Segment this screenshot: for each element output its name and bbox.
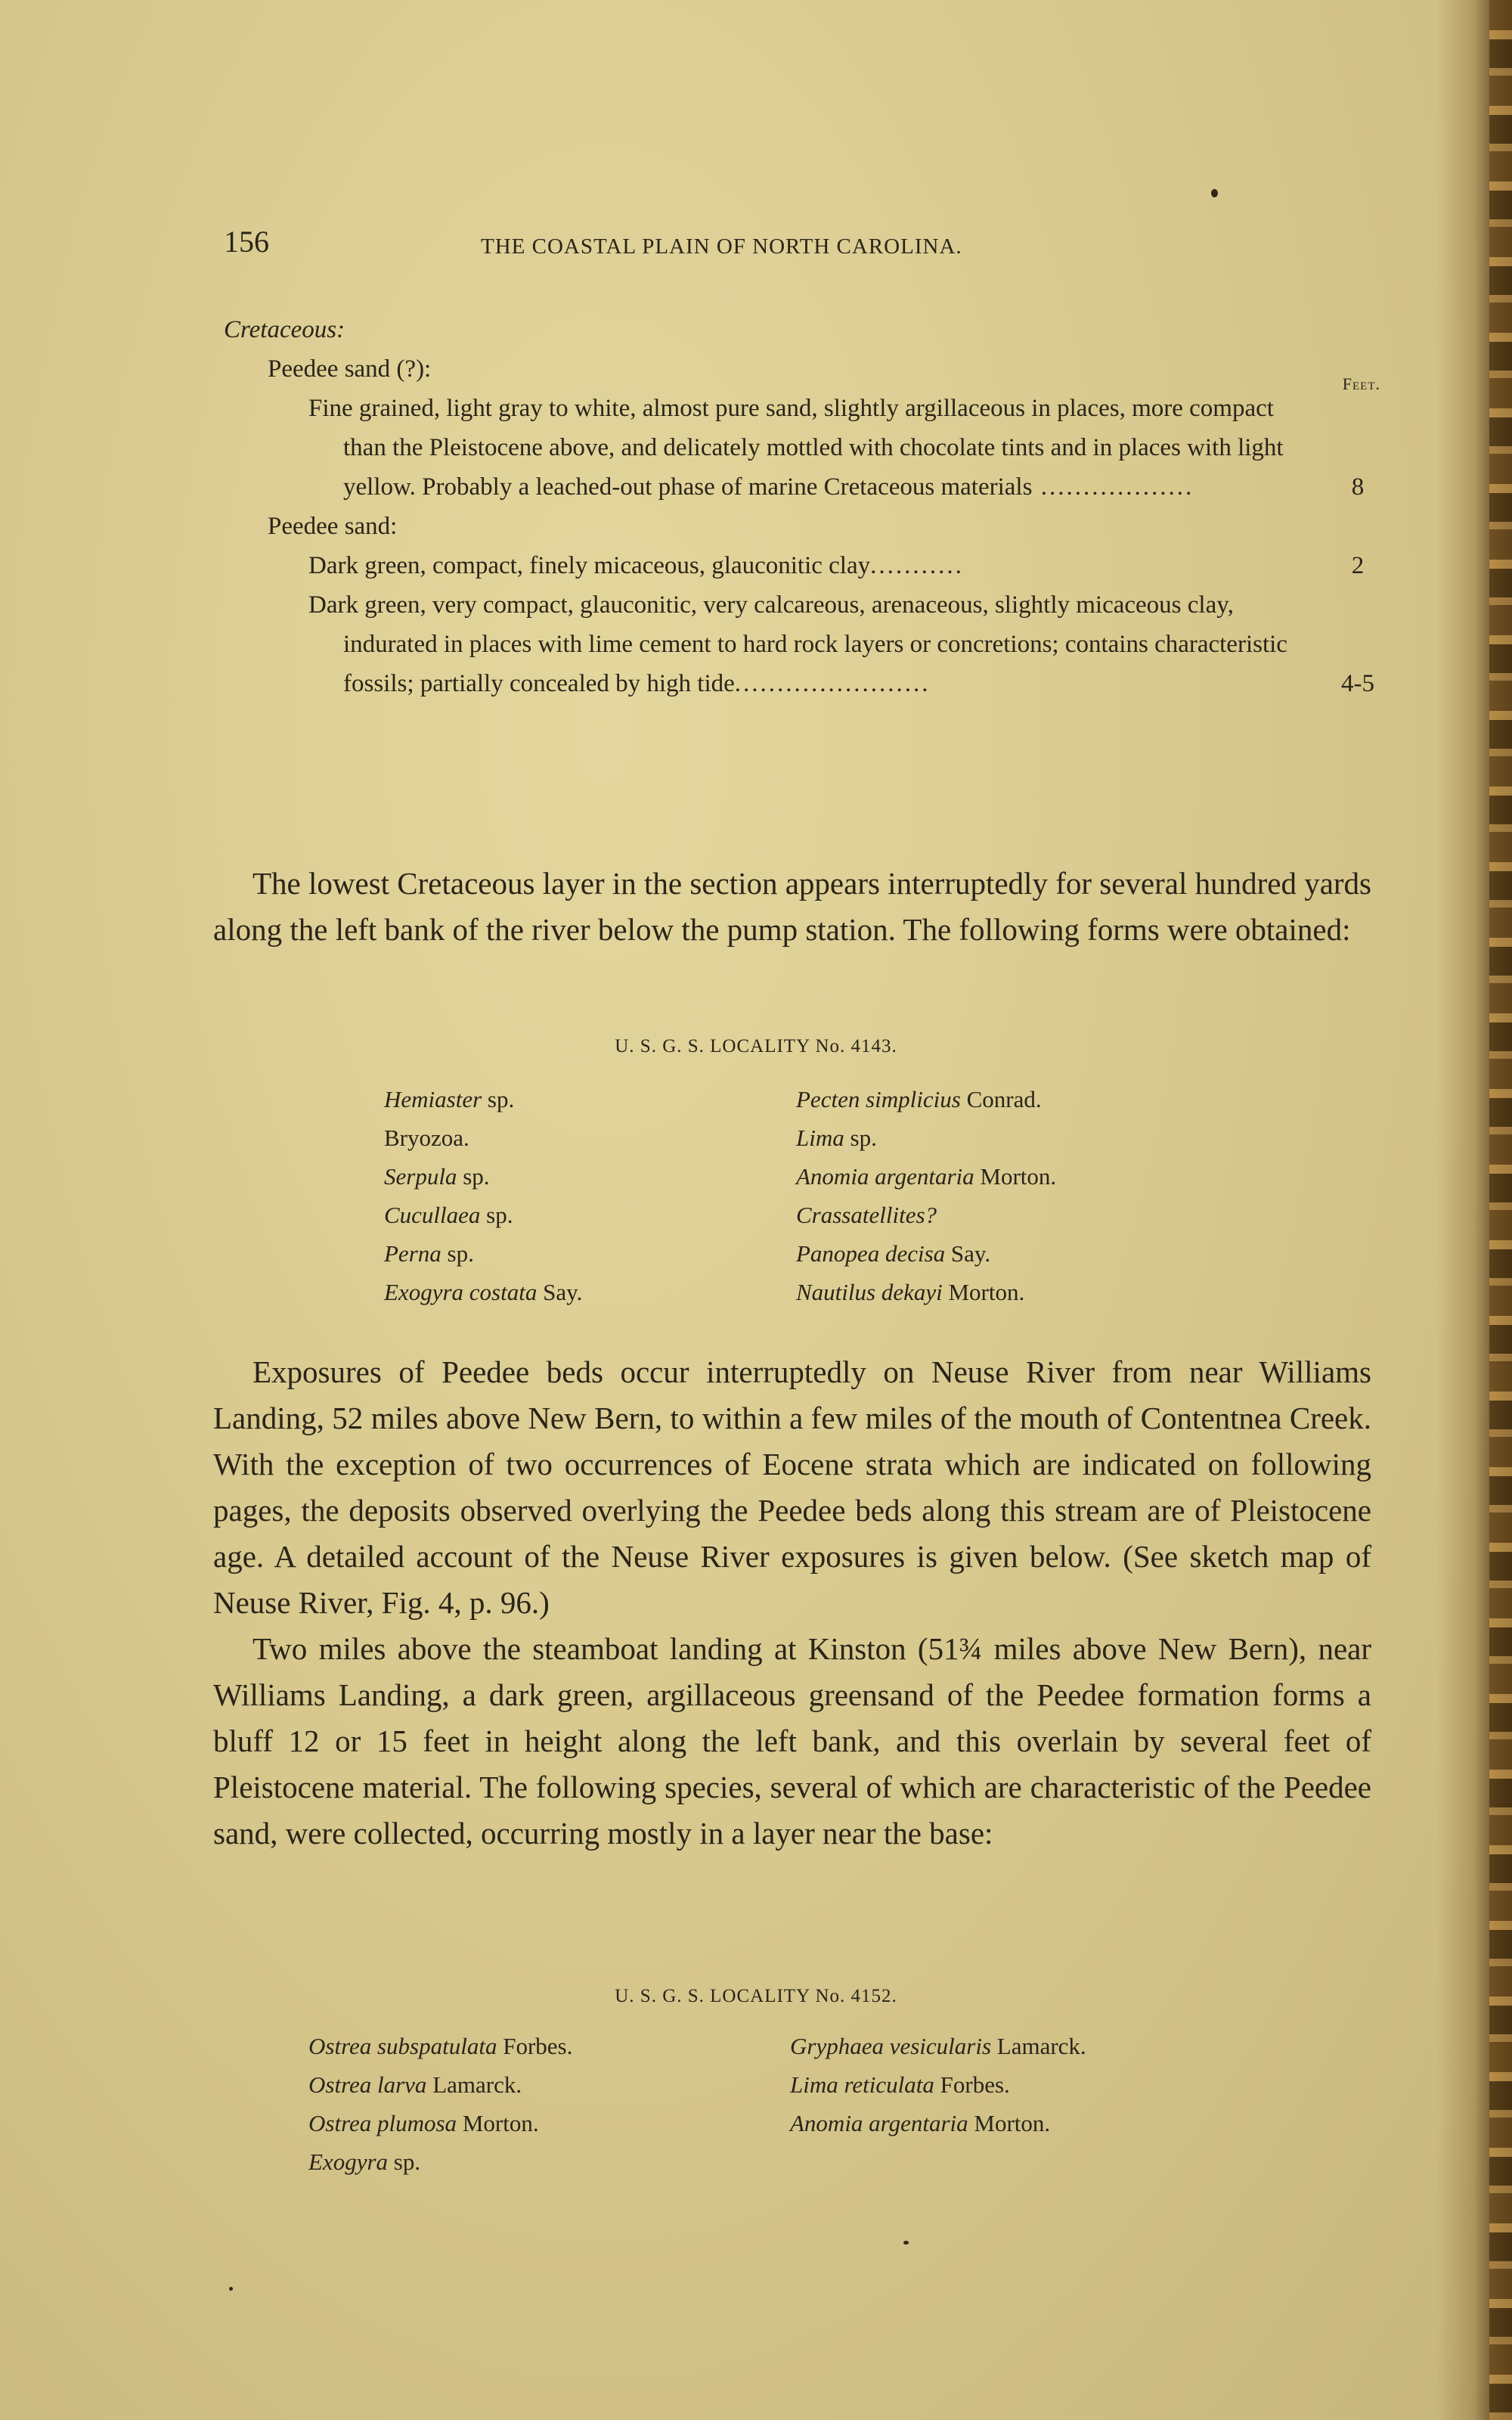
running-title: THE COASTAL PLAIN OF NORTH CAROLINA. xyxy=(481,234,962,259)
species-list-left xyxy=(308,2027,572,2181)
species-item xyxy=(384,1080,582,1118)
species-name: Exogyra xyxy=(308,2149,389,2175)
species-name: Anomia argentaria xyxy=(790,2110,968,2136)
page-number: 156 xyxy=(224,225,269,259)
species-item xyxy=(790,2104,1086,2142)
species-authority: Lamarck. xyxy=(991,2033,1086,2059)
species-list-left xyxy=(384,1080,582,1311)
dot-leader: ........... xyxy=(870,552,964,579)
species-name: Exogyra costata xyxy=(384,1279,538,1305)
species-authority: Forbes. xyxy=(934,2071,1010,2098)
species-name: Serpula xyxy=(384,1163,457,1190)
species-authority: sp. xyxy=(388,2149,421,2175)
species-item xyxy=(796,1196,1056,1234)
species-name: Pecten simplicius xyxy=(796,1086,961,1112)
paragraph-text: Two miles above the steamboat landing at Kinston (51¾ miles above New Bern), near Williams Landing, a dark green, argillaceous greensand of the Peedee formation forms a bluff 12 or 15 feet in height along the left bank, and this overlain by several feet of Pleistocene material. The following species, several of which are characteristic of the Peedee sand, were collected, occurring mostly in a layer near the base: xyxy=(213,1631,1371,1851)
species-name: Gryphaea vesicularis xyxy=(790,2033,992,2059)
section-layer xyxy=(224,546,1380,585)
species-item xyxy=(308,2027,572,2065)
paragraph-text: Exposures of Peedee beds occur interruptedly on Neuse River from near Williams Landing, 52 miles above New Bern, to within a few miles of the mouth of Contentnea Creek. With the exception of two occurrences of Eocene strata which are indicated on following pages, the deposits observed overlying the Peedee beds along this stream are of Pleistocene age. A detailed account of the Neuse River exposures is given below. (See sketch map of Neuse River, Fig. 4, p. 96.) xyxy=(213,1354,1371,1620)
layer-description: Fine grained, light gray to white, almost pure sand, slightly argillaceous in places, more compact than the Pleistocene above, and delicately mottled with chocolate tints and in places with light yellow. Probably a leached-out phase of marine Cretaceous materials xyxy=(308,395,1284,501)
species-name: Cucullaea xyxy=(384,1202,481,1228)
body-paragraph xyxy=(213,1349,1371,1857)
species-item xyxy=(308,2104,572,2142)
dot-leader: .................. xyxy=(1032,473,1194,501)
feet-column-heading: Feet. xyxy=(1342,374,1380,393)
stratigraphic-section xyxy=(224,310,1380,703)
locality-heading: U. S. G. S. LOCALITY No. 4143. xyxy=(615,1036,897,1056)
era-heading: Cretaceous: xyxy=(224,316,345,343)
species-item xyxy=(796,1234,1056,1273)
species-authority: sp. xyxy=(480,1202,513,1228)
species-list-right xyxy=(790,2027,1086,2142)
species-authority: Say. xyxy=(537,1279,583,1305)
dot-leader: ....................... xyxy=(734,670,931,697)
species-item xyxy=(384,1273,582,1311)
ink-speck xyxy=(1211,189,1218,197)
species-list-right xyxy=(796,1080,1056,1311)
species-item xyxy=(384,1234,582,1273)
species-authority: Say. xyxy=(945,1240,991,1267)
species-item xyxy=(384,1157,582,1196)
species-item xyxy=(790,2027,1086,2065)
species-authority: Bryozoa. xyxy=(384,1125,469,1151)
species-authority: sp. xyxy=(441,1240,474,1267)
layer-description: Dark green, compact, finely micaceous, glauconitic clay xyxy=(308,552,871,579)
species-name: Ostrea subspatulata xyxy=(308,2033,497,2059)
species-authority: Morton. xyxy=(457,2110,539,2136)
species-name: Perna xyxy=(384,1240,442,1267)
locality-heading: U. S. G. S. LOCALITY No. 4152. xyxy=(615,1986,897,2006)
unit-label: Peedee sand (?): xyxy=(268,355,432,383)
species-authority: Morton. xyxy=(942,1279,1025,1305)
species-name: Crassatellites? xyxy=(796,1202,937,1228)
species-authority: Morton. xyxy=(968,2110,1051,2136)
species-authority: Forbes. xyxy=(497,2033,573,2059)
species-item xyxy=(384,1196,582,1234)
layer-description: Dark green, very compact, glauconitic, very calcareous, arenaceous, slightly micaceous clay, indurated in places with lime cement to hard rock layers or concretions; contains characteristic fossils; partially concealed by high tide xyxy=(308,591,1287,697)
species-authority: Morton. xyxy=(974,1163,1057,1190)
species-name: Hemiaster xyxy=(384,1086,482,1112)
species-name: Ostrea plumosa xyxy=(308,2110,457,2136)
species-item xyxy=(796,1157,1056,1196)
book-spine-edge xyxy=(1489,0,1512,2420)
species-item xyxy=(790,2065,1086,2104)
species-item xyxy=(796,1273,1056,1311)
species-authority: sp. xyxy=(457,1163,490,1190)
species-name: Lima xyxy=(796,1125,844,1151)
paragraph-text: The lowest Cretaceous layer in the section appears interruptedly for several hundred yards along the left bank of the river below the pump station. The following forms were obtained: xyxy=(213,866,1372,947)
ink-speck xyxy=(229,2287,233,2291)
species-name: Nautilus dekayi xyxy=(796,1279,943,1305)
section-layer xyxy=(224,389,1380,507)
section-layer xyxy=(224,585,1380,703)
species-authority: sp. xyxy=(844,1125,877,1151)
species-name: Lima reticulata xyxy=(790,2071,934,2098)
species-item xyxy=(796,1118,1056,1157)
species-item xyxy=(308,2142,572,2181)
ink-speck xyxy=(903,2241,909,2245)
species-name: Panopea decisa xyxy=(796,1240,946,1267)
species-item xyxy=(384,1118,582,1157)
species-authority: Lamarck. xyxy=(426,2071,522,2098)
species-authority: sp. xyxy=(482,1086,515,1112)
layer-thickness: 4-5 xyxy=(1341,670,1374,697)
species-authority: Conrad. xyxy=(960,1086,1042,1112)
species-name: Anomia argentaria xyxy=(796,1163,974,1190)
species-name: Ostrea larva xyxy=(308,2071,427,2098)
layer-thickness: 8 xyxy=(1351,473,1365,501)
species-item xyxy=(308,2065,572,2104)
layer-thickness: 2 xyxy=(1351,552,1365,579)
body-paragraph xyxy=(213,861,1371,953)
species-item xyxy=(796,1080,1056,1118)
page-header xyxy=(224,224,1373,262)
unit-label: Peedee sand: xyxy=(268,513,398,540)
